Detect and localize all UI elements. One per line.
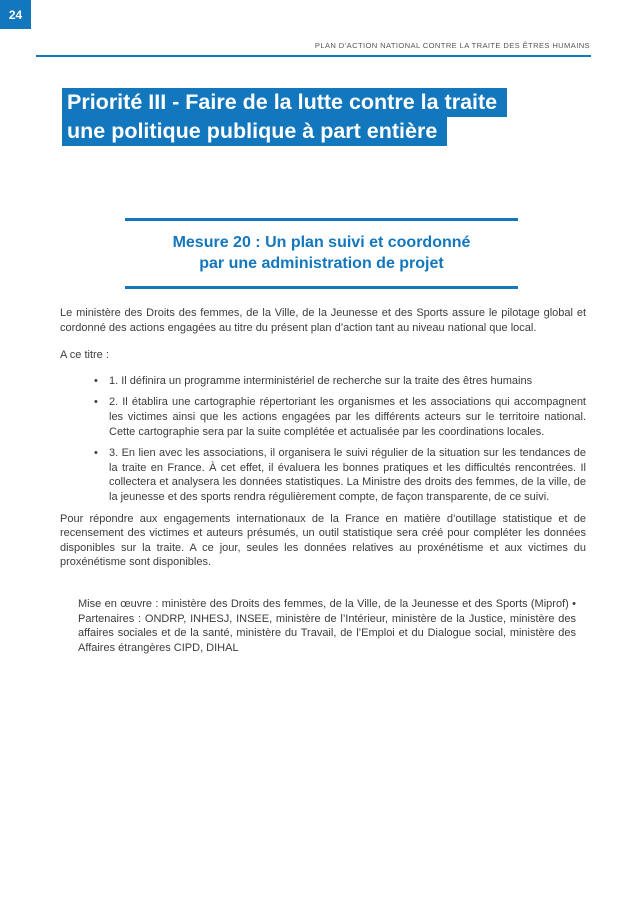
priority-title	[62, 88, 507, 146]
priority-title-line1: Priorité III - Faire de la lutte contre la traite	[62, 88, 507, 117]
measure-heading-line1: Mesure 20 : Un plan suivi et coordonné	[172, 234, 471, 251]
intro-paragraph: Le ministère des Droits des femmes, de la Ville, de la Jeunesse et des Sports assure le pilotage global et cordonné des actions engagées au titre du présent plan d’action tant au niveau national que local.	[60, 307, 586, 334]
header-divider	[36, 55, 591, 57]
bullet-icon: •	[94, 447, 98, 460]
page-body	[60, 306, 586, 655]
list-item-text: 2. Il établira une cartographie répertoriant les organismes et les associations qui accompagnent les victimes ainsi que les actions engagées par les différents acteurs sur le territoire national. Cette cartographie sera par la suite complétée et actualisée par les coordinations locales.	[109, 396, 586, 438]
list-item	[60, 374, 586, 389]
implementation-note: Mise en œuvre : ministère des Droits des femmes, de la Ville, de la Jeunesse et des Sports (Miprof) • Partenaires : ONDRP, INHESJ, INSEE, ministère de l’Intérieur, ministère de la Justice, ministère des affaires sociales et de la santé, ministère du Travail, de l’Emploi et du Dialogue social, ministère des Affaires étrangères CIPD, DIHAL	[78, 597, 576, 654]
list-item-text: 3. En lien avec les associations, il organisera le suivi régulier de la situation sur les tendances de la traite en France. À cet effet, il évaluera les bonnes pratiques et les difficultés rencontrées. Il collectera et analysera les données statistiques. La Ministre des droits des femmes, de la ville, de la jeunesse et des sports rendra régulièrement compte, de façon transparente, de ce suivi.	[109, 447, 586, 503]
list-item	[60, 395, 586, 439]
measure-heading-line2: par une administration de projet	[199, 255, 444, 272]
page-number-badge: 24	[0, 0, 31, 29]
bullet-icon: •	[94, 374, 98, 387]
running-header: PLAN D’ACTION NATIONAL CONTRE LA TRAITE DES ÊTRES HUMAINS	[314, 41, 590, 50]
statistics-paragraph: Pour répondre aux engagements internationaux de la France en matière d’outillage statistique et de recensement des victimes et auteurs présumés, un outil statistique sera créé pour compléter les données disponibles sur la traite. A ce jour, seules les données relatives au proxénétisme et aux victimes du proxénétisme sont disponibles.	[60, 512, 586, 569]
list-item	[60, 446, 586, 504]
list-item-text: 1. Il définira un programme interministériel de recherche sur la traite des êtres humains	[109, 374, 533, 387]
list-intro: A ce titre :	[60, 349, 109, 362]
measure-heading	[125, 218, 518, 289]
priority-title-line2: une politique publique à part entière	[62, 117, 447, 146]
bullet-icon: •	[94, 396, 98, 409]
